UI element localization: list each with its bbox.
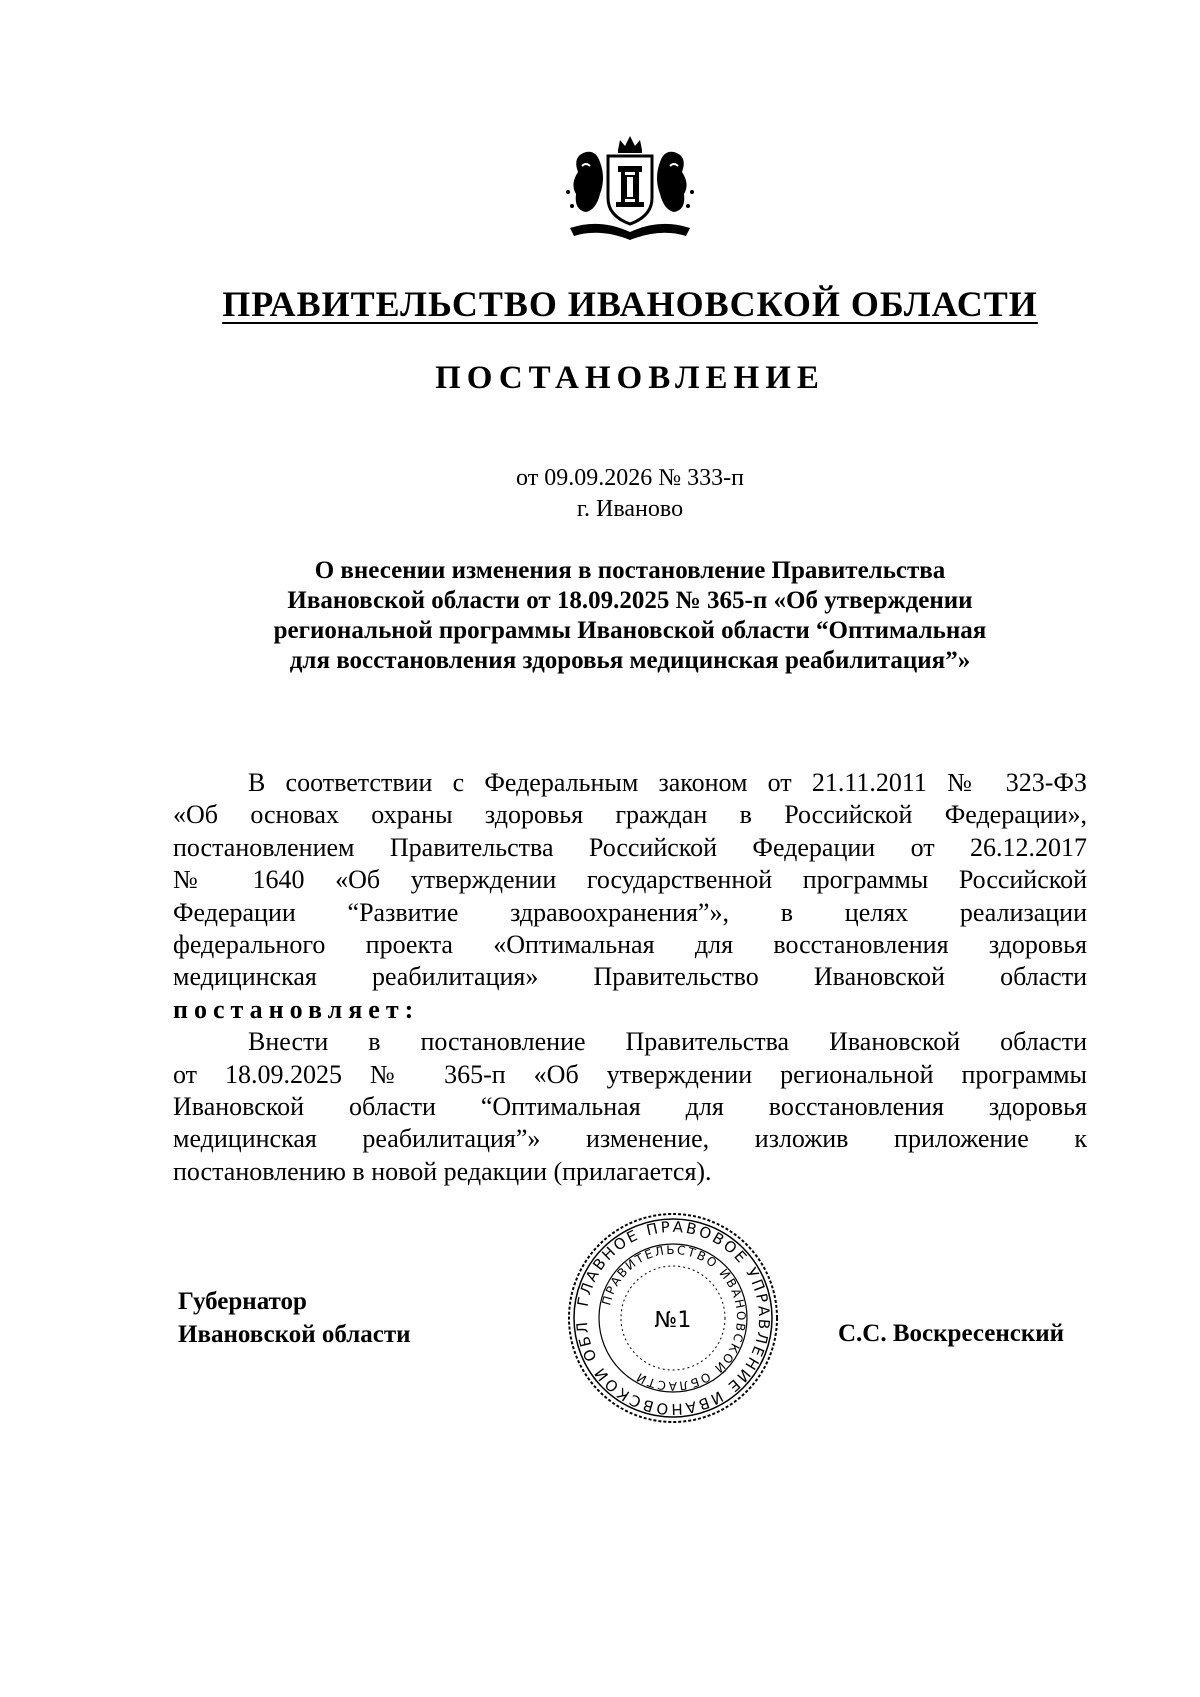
body-line: В соответствии с Федеральным законом от 21.11.2011 № 323-ФЗ xyxy=(248,768,1087,797)
svg-text:ПРАВИТЕЛЬСТВО ИВАНОВСКОЙ ОБЛАС: ПРАВИТЕЛЬСТВО ИВАНОВСКОЙ ОБЛАСТИ xyxy=(599,1242,749,1394)
body-line: «Об основах охраны здоровья граждан в Российской Федерации», xyxy=(173,800,1087,830)
title-line: для восстановления здоровья медицинская реабилитация”» xyxy=(289,647,971,674)
official-stamp xyxy=(566,1211,780,1425)
body-line: постановлением Правительства Российской Федерации от 26.12.2017 xyxy=(173,832,1087,862)
title-line: О внесении изменения в постановление Правительства xyxy=(314,557,946,584)
body-line: Федерации “Развитие здравоохранения”», в целях реализации xyxy=(173,897,1087,927)
body-line: медицинская реабилитация”» изменение, изложив приложение к xyxy=(173,1124,1087,1154)
coat-of-arms-icon xyxy=(560,132,700,244)
body-line: от 18.09.2025 № 365-п «Об утверждении региональной программы xyxy=(173,1059,1087,1089)
date-number: от 09.09.2026 № 333-п xyxy=(516,465,744,491)
decree-word: постановляет: xyxy=(173,994,420,1024)
document-title xyxy=(180,556,1080,676)
signatory-title xyxy=(178,1285,411,1351)
document-body xyxy=(173,767,1087,1188)
body-line: медицинская реабилитация» Правительство Ивановской области xyxy=(173,962,1087,992)
signatory-title-line: Губернатор xyxy=(178,1288,307,1315)
body-line: постановлению в новой редакции (прилагается). xyxy=(173,1156,712,1186)
body-line: Ивановской области “Оптимальная для восстановления здоровья xyxy=(173,1091,1087,1121)
title-line: региональной программы Ивановской области “Оптимальная xyxy=(273,617,987,644)
decree-line xyxy=(173,994,1087,1026)
svg-text:ГЛАВНОЕ ПРАВОВОЕ УПРАВЛЕНИЕ ИВ: ГЛАВНОЕ ПРАВОВОЕ УПРАВЛЕНИЕ ИВАНОВСКОЙ ОБЛ xyxy=(572,1217,774,1419)
body-line: федерального проекта «Оптимальная для восстановления здоровья xyxy=(173,929,1087,959)
stamp-number: №1 xyxy=(654,1308,692,1333)
title-line: Ивановской области от 18.09.2025 № 365-п «Об утверждении xyxy=(287,587,973,614)
city: г. Иваново xyxy=(576,496,684,522)
organization-name: ПРАВИТЕЛЬСТВО ИВАНОВСКОЙ ОБЛАСТИ xyxy=(222,284,1038,324)
signatory-title-line: Ивановской области xyxy=(178,1321,411,1348)
body-line: № 1640 «Об утверждении государственной программы Российской xyxy=(173,865,1087,895)
document-type: ПОСТАНОВЛЕНИЕ xyxy=(435,360,825,396)
signatory-name: С.С. Воскресенский xyxy=(838,1320,1065,1347)
body-line: Внести в постановление Правительства Ивановской области xyxy=(248,1027,1087,1057)
